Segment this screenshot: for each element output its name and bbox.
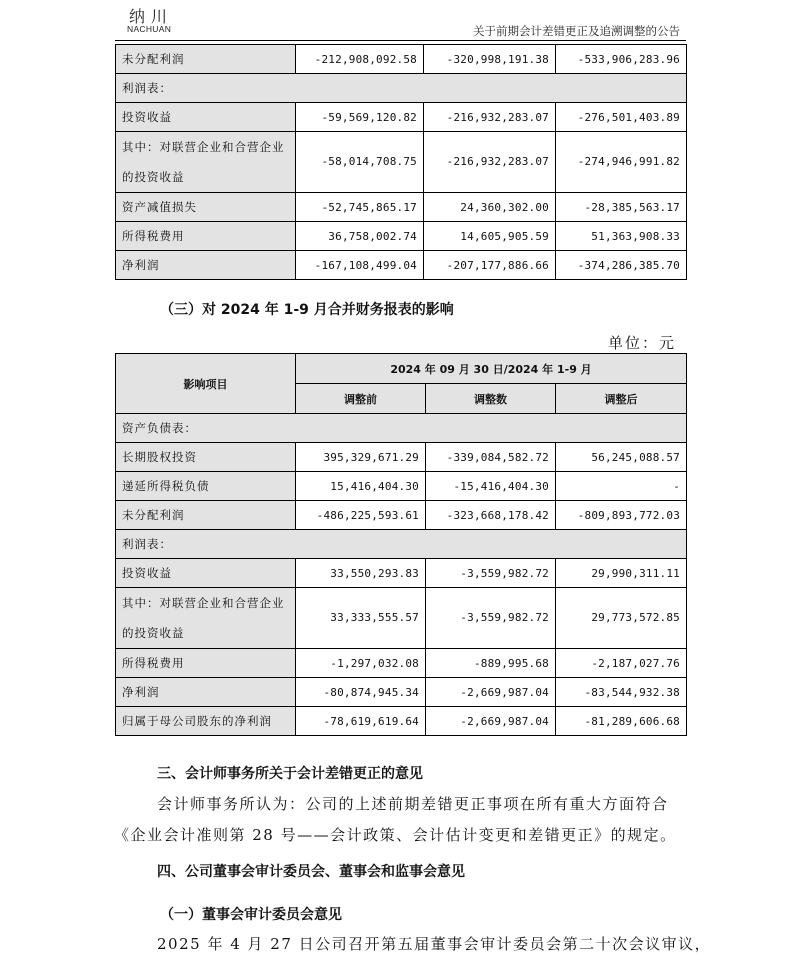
value-adjust: 14,605,905.59: [424, 222, 556, 251]
row-label: 长期股权投资: [116, 443, 296, 472]
table-row: [116, 193, 687, 222]
value-adjust: -2,669,987.04: [426, 678, 556, 707]
row-label: 所得税费用: [116, 222, 296, 251]
value-after: -274,946,991.82: [556, 132, 687, 193]
table-row: [116, 588, 687, 649]
table-row: [116, 132, 687, 193]
header-divider: [115, 40, 686, 41]
document-title: 关于前期会计差错更正及追溯调整的公告: [473, 24, 680, 38]
audit-committee-paragraph: 2025 年 4 月 27 日公司召开第五届董事会审计委员会第二十次会议审议，: [157, 935, 712, 953]
header-after: 调整后: [556, 384, 687, 414]
value-before: 15,416,404.30: [296, 472, 426, 501]
header-adjust: 调整数: [426, 384, 556, 414]
value-before: 395,329,671.29: [296, 443, 426, 472]
value-before: 33,333,555.57: [296, 588, 426, 649]
value-before: 33,550,293.83: [296, 559, 426, 588]
value-adjust: -216,932,283.07: [424, 103, 556, 132]
value-before: -167,108,499.04: [296, 251, 424, 280]
table-row: [116, 103, 687, 132]
table-row: [116, 222, 687, 251]
header-before: 调整前: [296, 384, 426, 414]
value-before: -1,297,032.08: [296, 649, 426, 678]
table-row: [116, 707, 687, 736]
row-label: 所得税费用: [116, 649, 296, 678]
row-label: [116, 132, 296, 193]
value-adjust: -323,668,178.42: [426, 501, 556, 530]
section-row: [116, 74, 687, 103]
impact-table-continued: [115, 44, 687, 280]
row-label-line2: 的投资收益: [122, 170, 185, 184]
row-label: 资产减值损失: [116, 193, 296, 222]
row-label-line1: 其中：对联营企业和合营企业: [122, 140, 285, 154]
header-item: 影响项目: [116, 354, 296, 414]
page-header: [115, 0, 686, 42]
auditor-opinion-line2: 《企业会计准则第 28 号——会计政策、会计估计变更和差错更正》的规定。: [114, 826, 677, 844]
value-adjust: -339,084,582.72: [426, 443, 556, 472]
section-heading-auditor-opinion: 三、会计师事务所关于会计差错更正的意见: [157, 766, 423, 782]
value-before: -52,745,865.17: [296, 193, 424, 222]
unit-label: 单位：元: [607, 334, 676, 352]
value-after: -83,544,932.38: [556, 678, 687, 707]
value-adjust: -15,416,404.30: [426, 472, 556, 501]
value-after: 29,773,572.85: [556, 588, 687, 649]
value-after: -276,501,403.89: [556, 103, 687, 132]
company-logo-en: NACHUAN: [127, 24, 172, 34]
value-before: 36,758,002.74: [296, 222, 424, 251]
row-label-line2: 的投资收益: [122, 626, 185, 640]
table-row: [116, 472, 687, 501]
value-after: 51,363,908.33: [556, 222, 687, 251]
value-after: -374,286,385.70: [556, 251, 687, 280]
row-label: 净利润: [116, 251, 296, 280]
section-row: [116, 414, 687, 443]
table-header-row: [116, 354, 687, 384]
value-after: -809,893,772.03: [556, 501, 687, 530]
auditor-opinion-line1: 会计师事务所认为：公司的上述前期差错更正事项在所有重大方面符合: [157, 795, 669, 813]
value-before: -59,569,120.82: [296, 103, 424, 132]
value-after: -2,187,027.76: [556, 649, 687, 678]
value-after: -: [556, 472, 687, 501]
table-row: [116, 559, 687, 588]
value-adjust: -320,998,191.38: [424, 45, 556, 74]
table-row: [116, 443, 687, 472]
row-label: 投资收益: [116, 103, 296, 132]
section-label: 利润表：: [116, 74, 687, 103]
value-adjust: -216,932,283.07: [424, 132, 556, 193]
row-label: 递延所得税负债: [116, 472, 296, 501]
section-label: 资产负债表：: [116, 414, 687, 443]
value-before: -486,225,593.61: [296, 501, 426, 530]
row-label: 净利润: [116, 678, 296, 707]
section-heading-board-opinions: 四、公司董事会审计委员会、董事会和监事会意见: [157, 864, 465, 880]
value-after: 29,990,311.11: [556, 559, 687, 588]
row-label-line1: 其中：对联营企业和合营企业: [122, 596, 285, 610]
table-row: [116, 678, 687, 707]
value-adjust: -3,559,982.72: [426, 559, 556, 588]
value-after: -533,906,283.96: [556, 45, 687, 74]
header-period: 2024 年 09 月 30 日/2024 年 1-9 月: [296, 354, 687, 384]
value-adjust: -2,669,987.04: [426, 707, 556, 736]
row-label: 归属于母公司股东的净利润: [116, 707, 296, 736]
value-before: -78,619,619.64: [296, 707, 426, 736]
row-label: 未分配利润: [116, 45, 296, 74]
value-after: 56,245,088.57: [556, 443, 687, 472]
subsection-heading-audit-committee: （一）董事会审计委员会意见: [160, 907, 342, 923]
value-before: -58,014,708.75: [296, 132, 424, 193]
table-row: [116, 251, 687, 280]
value-before: -212,908,092.58: [296, 45, 424, 74]
table-row: [116, 45, 687, 74]
value-adjust: -207,177,886.66: [424, 251, 556, 280]
value-adjust: -3,559,982.72: [426, 588, 556, 649]
company-logo-cn: 纳川: [129, 7, 174, 26]
value-adjust: 24,360,302.00: [424, 193, 556, 222]
value-before: -80,874,945.34: [296, 678, 426, 707]
section-heading-q3-2024: （三）对 2024 年 1-9 月合并财务报表的影响: [160, 302, 454, 318]
value-adjust: -889,995.68: [426, 649, 556, 678]
value-after: -81,289,606.68: [556, 707, 687, 736]
table-row: [116, 649, 687, 678]
section-label: 利润表：: [116, 530, 687, 559]
table-row: [116, 501, 687, 530]
row-label: 投资收益: [116, 559, 296, 588]
row-label: [116, 588, 296, 649]
row-label: 未分配利润: [116, 501, 296, 530]
section-row: [116, 530, 687, 559]
value-after: -28,385,563.17: [556, 193, 687, 222]
impact-table-2024-q3: [115, 353, 687, 736]
